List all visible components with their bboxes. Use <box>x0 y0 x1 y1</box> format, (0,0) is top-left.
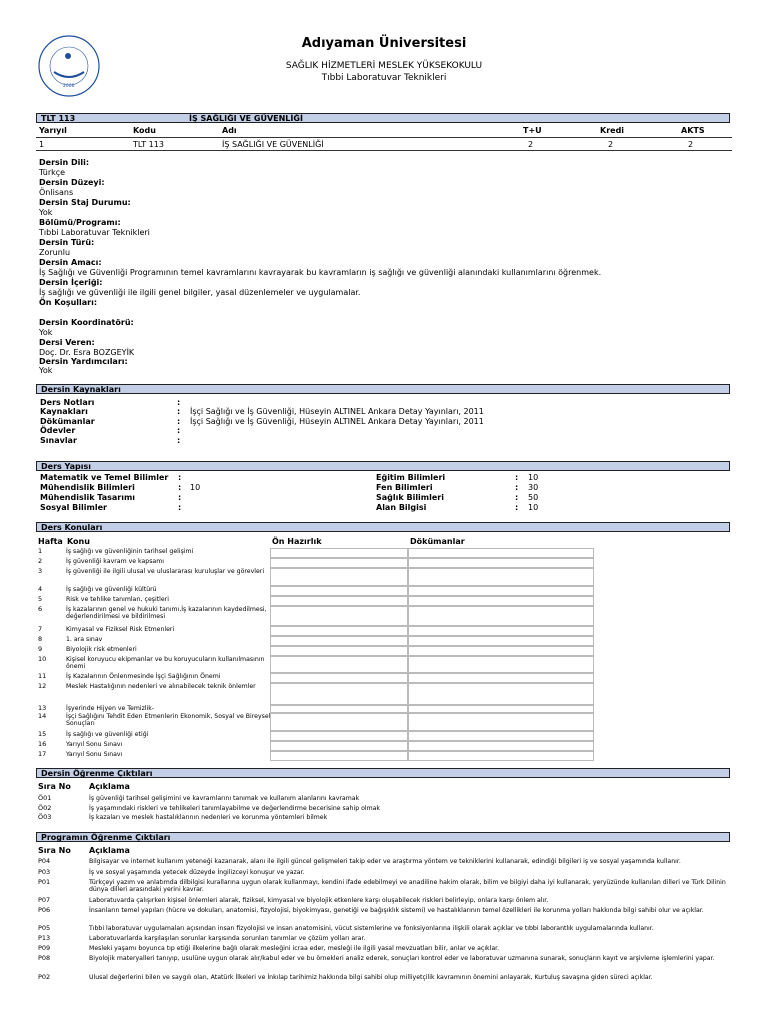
document-cell <box>408 586 594 596</box>
outcome-text: İş güvenliği tarihsel gelişimini ve kavramlarını tanımak ve kullanım alanlarını kavramak <box>89 795 360 802</box>
topic-text: Kimyasal ve Fiziksel Risk Etmenleri <box>66 626 175 633</box>
info-label: Dersin Koordinatörü: <box>39 318 134 327</box>
outcome-code: P04 <box>38 857 51 865</box>
table-row <box>36 596 732 606</box>
course-title-bar <box>36 113 730 123</box>
topic-text: İşçi Sağlığını Tehdit Eden Etmenlerin Ekonomik, Sosyal ve Bireysel Sonuçları <box>66 713 271 727</box>
info-label: Dersin Yardımcıları: <box>39 357 128 366</box>
topic-text: 1. ara sınav <box>66 636 103 643</box>
info-label: Dersin İçeriği: <box>39 278 103 287</box>
document-cell <box>408 683 594 705</box>
topic-text: Meslek Hastalığının nedenleri ve alınabilecek teknik önlemler <box>66 683 256 690</box>
table-row <box>36 656 732 673</box>
topic-text: Yarıyıl Sonu Sınavı <box>66 741 123 748</box>
prep-cell <box>270 596 408 606</box>
outcome-code: P03 <box>38 868 51 876</box>
outcome-text: İş kazaları ve meslek hastalıklarının nedenleri ve korunma yöntemleri bilmek <box>89 814 328 821</box>
table-row <box>36 558 732 568</box>
topic-text: İş güvenliği kavram ve kapsamı <box>66 558 164 565</box>
document-cell <box>408 673 594 683</box>
course-code: TLT 113 <box>41 114 76 123</box>
table-row <box>36 731 732 741</box>
document-cell <box>408 713 594 731</box>
week-number: 15 <box>38 730 47 738</box>
info-value: İş Sağlığı ve Güvenliği Programının temel kavramlarını kavrayarak bu kavramların iş sağlığı ve güvenliği alanındaki kullanımlarını öğrenmek. <box>39 268 602 277</box>
week-number: 12 <box>38 682 47 690</box>
prep-cell <box>270 673 408 683</box>
week-number: 16 <box>38 740 47 748</box>
week-number: 13 <box>38 704 47 712</box>
divider <box>36 137 732 138</box>
prep-cell <box>270 713 408 731</box>
course-name: İŞ SAĞLIĞI VE GÜVENLİĞİ <box>189 114 303 123</box>
week-number: 6 <box>38 605 43 613</box>
info-value: Yok <box>39 366 53 375</box>
table-row <box>36 705 732 713</box>
outcome-text: İş ve sosyal yaşamında yetecek düzeyde İngilizceyi konuşur ve yazar. <box>89 869 305 876</box>
course-outcomes-bar: Dersin Öğrenme Çıktıları <box>36 768 730 778</box>
topic-text: Biyolojik risk etmenleri <box>66 646 137 653</box>
topic-text: İş sağlığı ve güvenliği etiği <box>66 731 149 738</box>
document-cell <box>408 626 594 636</box>
prep-cell <box>270 751 408 761</box>
prep-cell <box>270 656 408 673</box>
school-name: SAĞLIK HİZMETLERİ MESLEK YÜKSEKOKULU <box>285 61 483 71</box>
outcome-text: Biyolojik materyalleri tanıyıp, usulüne uygun olarak alır/kabul eder ve bu örnekleri analiz ederek, sonuçları kontrol eder ve laboratuvar uzmanına sunarak, sonuçların kayıt ve arşivleme işlemlerini yapar. <box>89 955 715 962</box>
document-cell <box>408 568 594 586</box>
topic-text: İşyerinde Hijyen ve Temizlik- <box>66 705 155 712</box>
outcome-text: Ulusal değerlerini bilen ve saygılı olan, Atatürk İlkeleri ve İnkılap tarihimiz hakkında bilgi sahibi olup milliyetçilik kavramının önemini anlayarak, Kurtuluş savaşına giden süreci açıklar. <box>89 974 653 981</box>
document-cell <box>408 636 594 646</box>
table-row <box>36 713 732 731</box>
outcome-code: P09 <box>38 944 51 952</box>
resources-bar: Dersin Kaynakları <box>36 384 730 394</box>
table-row <box>36 568 732 586</box>
structure-bar: Ders Yapısı <box>36 461 730 471</box>
outcome-code: P07 <box>38 896 51 904</box>
topic-text: Risk ve tehlike tanımları, çeşitleri <box>66 596 169 603</box>
table-row <box>36 646 732 656</box>
document-cell <box>408 741 594 751</box>
week-number: 14 <box>38 712 47 720</box>
prep-cell <box>270 548 408 558</box>
week-number: 4 <box>38 585 43 593</box>
document-cell <box>408 656 594 673</box>
document-cell <box>408 558 594 568</box>
info-value: Tıbbi Laboratuvar Teknikleri <box>39 228 150 237</box>
topic-text: Yarıyıl Sonu Sınavı <box>66 751 123 758</box>
info-label: Dersin Dili: <box>39 158 90 167</box>
outcome-text: Laboratuvarlarda karşılaşılan sorunlar karşısında sorunları tanımlar ve çözüm yolları arar. <box>89 935 366 942</box>
topic-text: İş güvenliği ile ilgili ulusal ve uluslararası kuruluşlar ve görevleri <box>66 568 265 575</box>
outcome-text: Laboratuvarda çalışırken kişisel önlemleri alarak, fiziksel, kimyasal ve biyolojik etkenlere karşı oluşabilecek riskleri belirleyip, onlara karşı önlem alır. <box>89 897 549 904</box>
info-value: Zorunlu <box>39 248 71 257</box>
week-number: 10 <box>38 655 47 663</box>
prep-cell <box>270 626 408 636</box>
outcome-code: P05 <box>38 924 51 932</box>
info-value: Türkçe <box>39 168 66 177</box>
info-label: Dersin Düzeyi: <box>39 178 105 187</box>
prep-cell <box>270 646 408 656</box>
table-row <box>36 751 732 761</box>
topic-text: Kişisel koruyucu ekipmanlar ve bu koruyucuların kullanılmasının önemi <box>66 656 265 670</box>
table-row <box>36 626 732 636</box>
outcome-code: Ö01 <box>38 794 52 802</box>
outcome-text: İnsanların temel yapıları (hücre ve dokuları, anatomisi, fizyolojisi, biyokimyası, genetiği ve bağışıklık sistemi) ve hastalıklarının temel özellikleri ile korunma yolları hakkında bilgi sahibi olur ve açıklar. <box>89 907 704 914</box>
table-row <box>36 606 732 626</box>
document-cell <box>408 548 594 558</box>
info-label: Bölümü/Programı: <box>39 218 121 227</box>
program-outcomes-bar: Programın Öğrenme Çıktıları <box>36 832 730 842</box>
info-label: Dersi Veren: <box>39 338 95 347</box>
divider <box>36 150 732 151</box>
topic-text: İş sağlığı ve güvenliğinin tarihsel gelişimi <box>66 548 194 555</box>
info-label: Dersin Amacı: <box>39 258 102 267</box>
document-cell <box>408 646 594 656</box>
week-number: 8 <box>38 635 43 643</box>
university-title: Adıyaman Üniversitesi <box>301 36 467 51</box>
info-value: İş sağlığı ve güvenliği ile ilgili genel bilgiler, yasal düzenlemeler ve uygulamalar. <box>39 288 361 297</box>
document-cell <box>408 731 594 741</box>
document-cell <box>408 705 594 713</box>
document-cell <box>408 596 594 606</box>
week-number: 5 <box>38 595 43 603</box>
program-name: Tıbbi Laboratuvar Teknikleri <box>321 73 447 83</box>
university-logo: 2006 <box>37 34 101 98</box>
topic-text: İş kazalarının genel ve hukuki tanımı,İş kazalarının kaydedilmesi, değerlendirilmesi ve bildirilmesi <box>66 606 267 620</box>
prep-cell <box>270 606 408 626</box>
info-label: Dersin Türü: <box>39 238 95 247</box>
topic-text: İş sağlığı ve güvenliği kültürü <box>66 586 157 593</box>
outcome-text: Türkçeyi yazım ve anlatımda dilbilgisi kurallarına uygun olarak kullanmayı, kendini ifade edebilmeyi ve anadiline hakim olarak, bilim ve bilgiyi daha iyi kullanarak, yeryüzünde kullanılan dilleri ve Türk Dilinin dünya dilleri arasındaki yerini kavrar. <box>89 879 726 893</box>
table-row <box>36 548 732 558</box>
document-cell <box>408 606 594 626</box>
outcome-code: P02 <box>38 973 51 981</box>
week-number: 9 <box>38 645 43 653</box>
info-label: Ön Koşulları: <box>39 298 98 307</box>
outcome-code: P01 <box>38 878 51 886</box>
table-row <box>36 586 732 596</box>
outcome-text: Bilgisayar ve internet kullanım yeteneği kazanarak, alanı ile ilgili güncel gelişmeleri takip eder ve araştırma yöntem ve tekniklerini kullanarak, edindiği bilgileri iş ve sosyal yaşamında kullanır. <box>89 858 681 865</box>
info-value: Yok <box>39 208 53 217</box>
table-row <box>36 673 732 683</box>
topic-text: İş Kazalarının Önlenmesinde İşçi Sağlığının Önemi <box>66 673 221 680</box>
table-row <box>36 636 732 646</box>
week-number: 17 <box>38 750 47 758</box>
info-value: Önlisans <box>39 188 74 197</box>
prep-cell <box>270 636 408 646</box>
prep-cell <box>270 683 408 705</box>
info-value: Doç. Dr. Esra BOZGEYİK <box>39 348 135 357</box>
outcome-code: P13 <box>38 934 51 942</box>
prep-cell <box>270 705 408 713</box>
prep-cell <box>270 741 408 751</box>
week-number: 3 <box>38 567 43 575</box>
week-number: 7 <box>38 625 43 633</box>
prep-cell <box>270 558 408 568</box>
prep-cell <box>270 568 408 586</box>
week-number: 2 <box>38 557 43 565</box>
info-label: Dersin Staj Durumu: <box>39 198 131 207</box>
outcome-text: Tıbbi laboratuvar uygulamaları açısından insan fizyolojisi ve insan anatomisini, vücut sistemlerine ve fonksiyonlarına ilişkili olarak açıklar ve tıbbi laborantlık uygulamalarında kullanır. <box>89 925 654 932</box>
outcome-text: İş yaşamındaki riskleri ve tehlikeleri tanımlayabilme ve değerlendirme becerisine sahip olmak <box>89 805 381 812</box>
outcome-code: P06 <box>38 906 51 914</box>
table-row <box>36 683 732 705</box>
topics-bar: Ders Konuları <box>36 522 730 532</box>
outcome-code: Ö02 <box>38 804 52 812</box>
info-value: Yok <box>39 328 53 337</box>
document-cell <box>408 751 594 761</box>
prep-cell <box>270 731 408 741</box>
outcome-code: Ö03 <box>38 813 52 821</box>
outcome-code: P08 <box>38 954 51 962</box>
week-number: 1 <box>38 547 43 555</box>
week-number: 11 <box>38 672 47 680</box>
prep-cell <box>270 586 408 596</box>
outcome-text: Mesleki yaşamı boyunca tıp etiği ilkelerine bağlı olarak mesleğini icraa eder, mesleği ile ilgili yasal mevzuatları bilir, anlar ve açıklar. <box>89 945 500 952</box>
table-row <box>36 741 732 751</box>
